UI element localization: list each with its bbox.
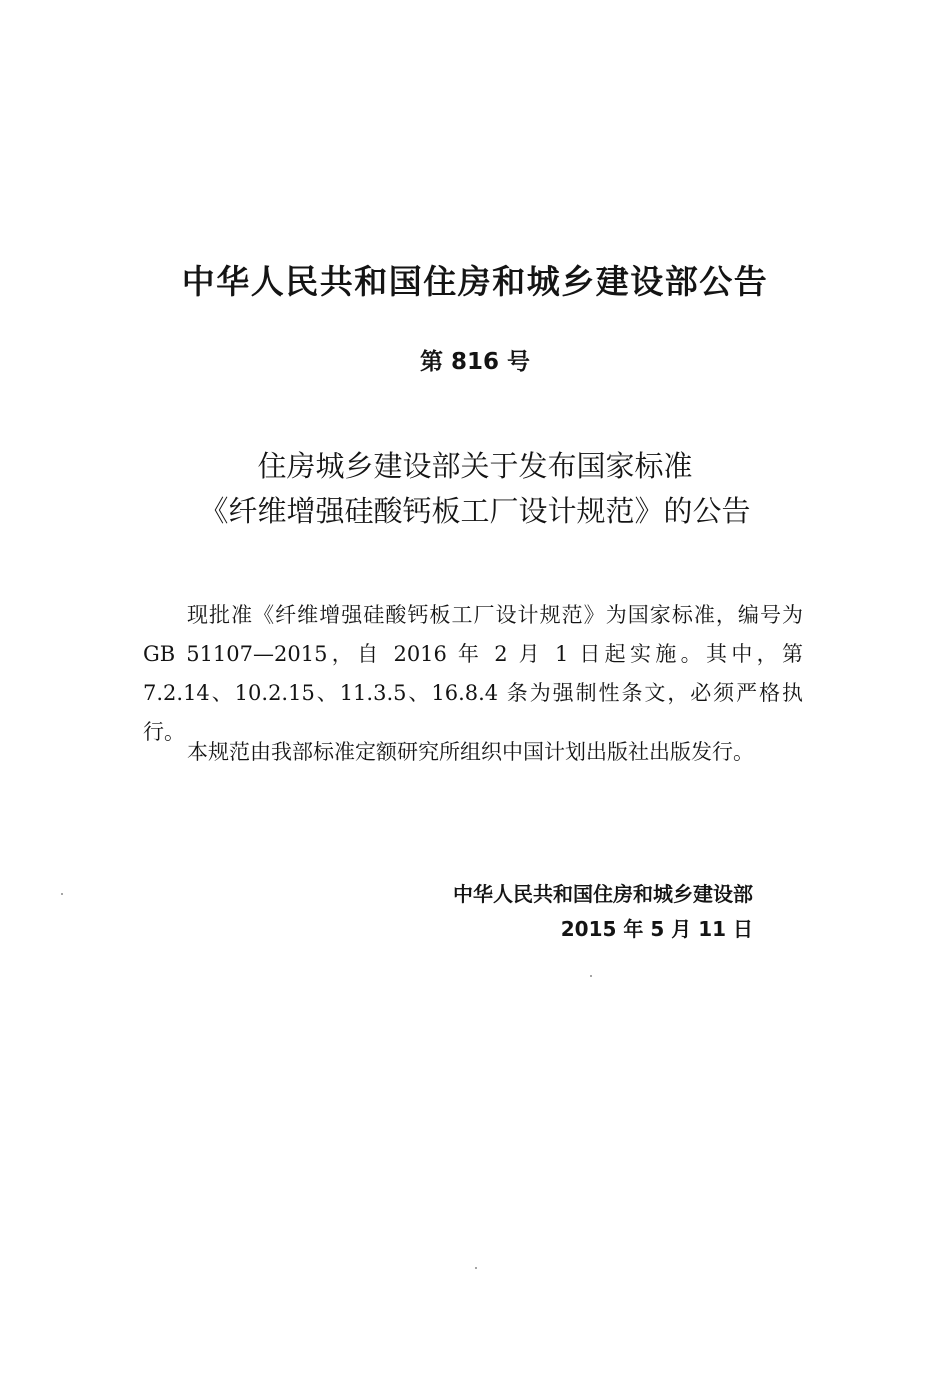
body-paragraph-publication: 本规范由我部标准定额研究所组织中国计划出版社出版发行。 — [187, 740, 754, 764]
announcement-title: 中华人民共和国住房和城乡建设部公告 — [181, 262, 769, 301]
announcement-subtitle-line1: 住房城乡建设部关于发布国家标准 — [257, 449, 693, 483]
announcement-number: 第 816 号 — [419, 349, 531, 375]
body-paragraph-approval: 现批准《纤维增强硅酸钙板工厂设计规范》为国家标准，编号为 GB 51107—2015，自 2016 年 2 月 1 日起实施。其中，第 7.2.14、10.2.15、11.3.5、16.8.4 条为强制性条文，必须严格执行。 — [143, 603, 803, 744]
issue-date: 2015 年 5 月 11 日 — [560, 917, 753, 941]
scan-speck — [475, 1267, 477, 1269]
issuer-signature: 中华人民共和国住房和城乡建设部 — [453, 882, 753, 906]
scan-speck — [61, 893, 63, 895]
announcement-subtitle-line2: 《纤维增强硅酸钙板工厂设计规范》的公告 — [199, 494, 751, 528]
scan-speck — [590, 975, 592, 977]
